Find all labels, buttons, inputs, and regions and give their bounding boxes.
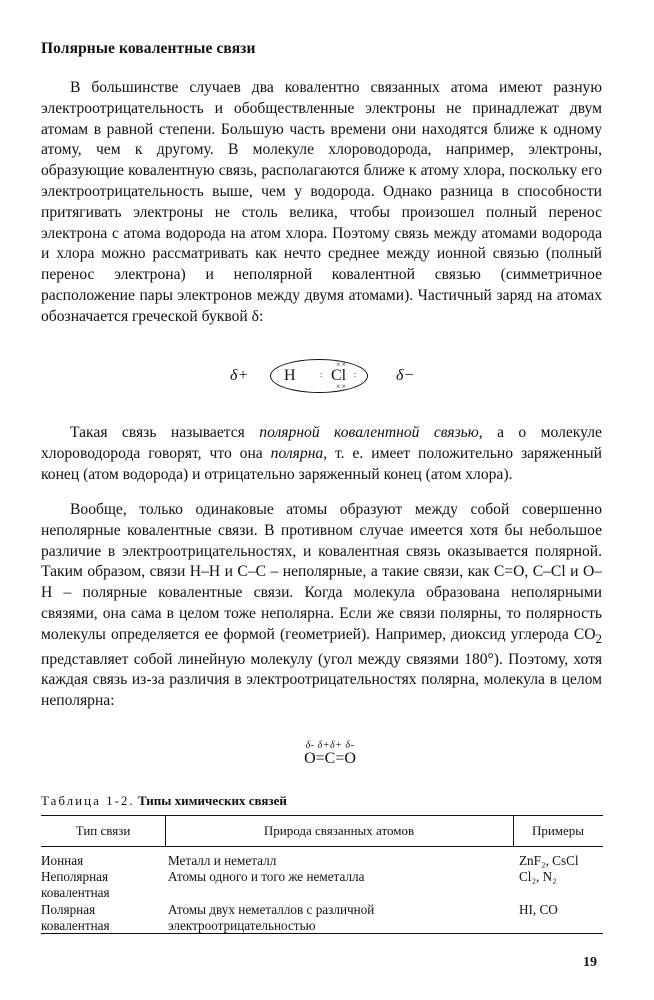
text-fragment: Вообще, только одинаковые атомы образуют между собой совершенно неполярные ковалентные связи. В противном случае имеется хотя бы небольшое различие в электроотрицательностях, и ковалентная связь оказывается полярной. Таким образом, связи H–H и C–C – неполярные, а такие связи, как C=O, C–Cl и O–H – полярные ковалентные связи. Когда молекула образована неполярными связями, она сама в целом тоже неполярна. Если же связи полярны, то полярность молекулы определяется ее формой (геометрией). Например, диоксид углерода CO [41,501,602,643]
table-bottom-rule [41,933,603,934]
page-number: 19 [583,955,597,970]
section-heading: Полярные ковалентные связи [41,40,256,57]
table-header-rule [41,846,603,847]
table-cell-type: Неполярная ковалентная [41,869,110,900]
term-polar-covalent-bond: полярной ковалентной связью [259,424,479,441]
text-fragment: , а о молекуле хлороводорода говорят, что она [41,424,602,462]
table-header-atom-nature: Природа связанных атомов [263,823,415,838]
paragraph-nonpolar-bonds [41,500,602,712]
chlorine-atom: Cl [331,367,347,384]
table-caption [41,793,287,809]
paragraph-polar-bond-definition [41,423,602,485]
delta-minus-symbol: δ− [396,367,415,384]
table-cell-nature: Атомы одного и того же неметалла [168,869,365,884]
table-header-examples: Примеры [531,823,585,838]
hcl-polar-formula [228,357,428,395]
table-top-rule [41,815,603,816]
table-cell-examples: HI, CO [519,902,558,917]
electron-dots-right: : [354,370,358,379]
paragraph-polar-bonds-intro: В большинстве случаев два ковалентно связанных атома имеют разную электроотрицательность и обобществленные электроны не принадлежат двум атомам в равной степени. Большую часть времени они находятся ближе к одному атому, чем к другому. В молекуле хлороводорода, например, электроны, образующие ковалентную связь, располагаются ближе к атому хлора, поскольку его электроотрицательность выше, чем у водорода. Однако разница в способности притягивать электроны не столь велика, чтобы произошел полный перенос электрона с атома водорода на атом хлора. Поэтому связь между атомами водорода и хлора можно рассматривать как нечто среднее между ионной связью (полный перенос электрона) и неполярной ковалентной связью (симметричное расположение пары электронов между двумя атомами). Частичный заряд на атомах обозначается греческой буквой δ: [41,79,602,325]
table-cell-examples: ZnF₂, CsCl [519,853,579,868]
table-cell-nature: Атомы двух неметаллов с различной электроотрицательностью [168,902,375,933]
electron-dots-top: ×× [336,360,348,369]
co2-molecule: O=C=O [304,750,356,767]
co2-formula [280,740,380,768]
text-fragment: , т. е. имеет положительно заряженный конец (атом водорода) и отрицательно заряженный конец (атом хлора). [41,444,602,483]
co2-partial-charges: δ- δ+δ+ δ- [305,740,355,751]
text-fragment: представляет собой линейную молекулу (угол между связями 180°). Поэтому, хотя каждая связь из-за различия в электроотрицательностях полярна, молекула в целом неполярна: [41,650,602,710]
table-caption-title: Типы химических связей [137,793,287,808]
hydrogen-atom: H [284,367,296,384]
co2-subscript: 2 [595,630,602,646]
table-header-bond-type: Тип связи [75,823,131,838]
delta-plus-symbol: δ+ [230,367,249,384]
table-cell-type: Полярная ковалентная [41,902,110,933]
table-cell-nature: Металл и неметалл [168,853,277,868]
electron-dots-left: : [320,370,324,379]
electron-dots-bottom: ×× [336,382,348,391]
text-fragment: Такая связь называется [70,424,260,441]
table-caption-label: Таблица 1-2. [41,793,135,808]
term-polar: полярна [270,444,324,462]
table-cell-examples: Cl₂, N₂ [519,869,557,884]
table-cell-type: Ионная [41,853,84,868]
